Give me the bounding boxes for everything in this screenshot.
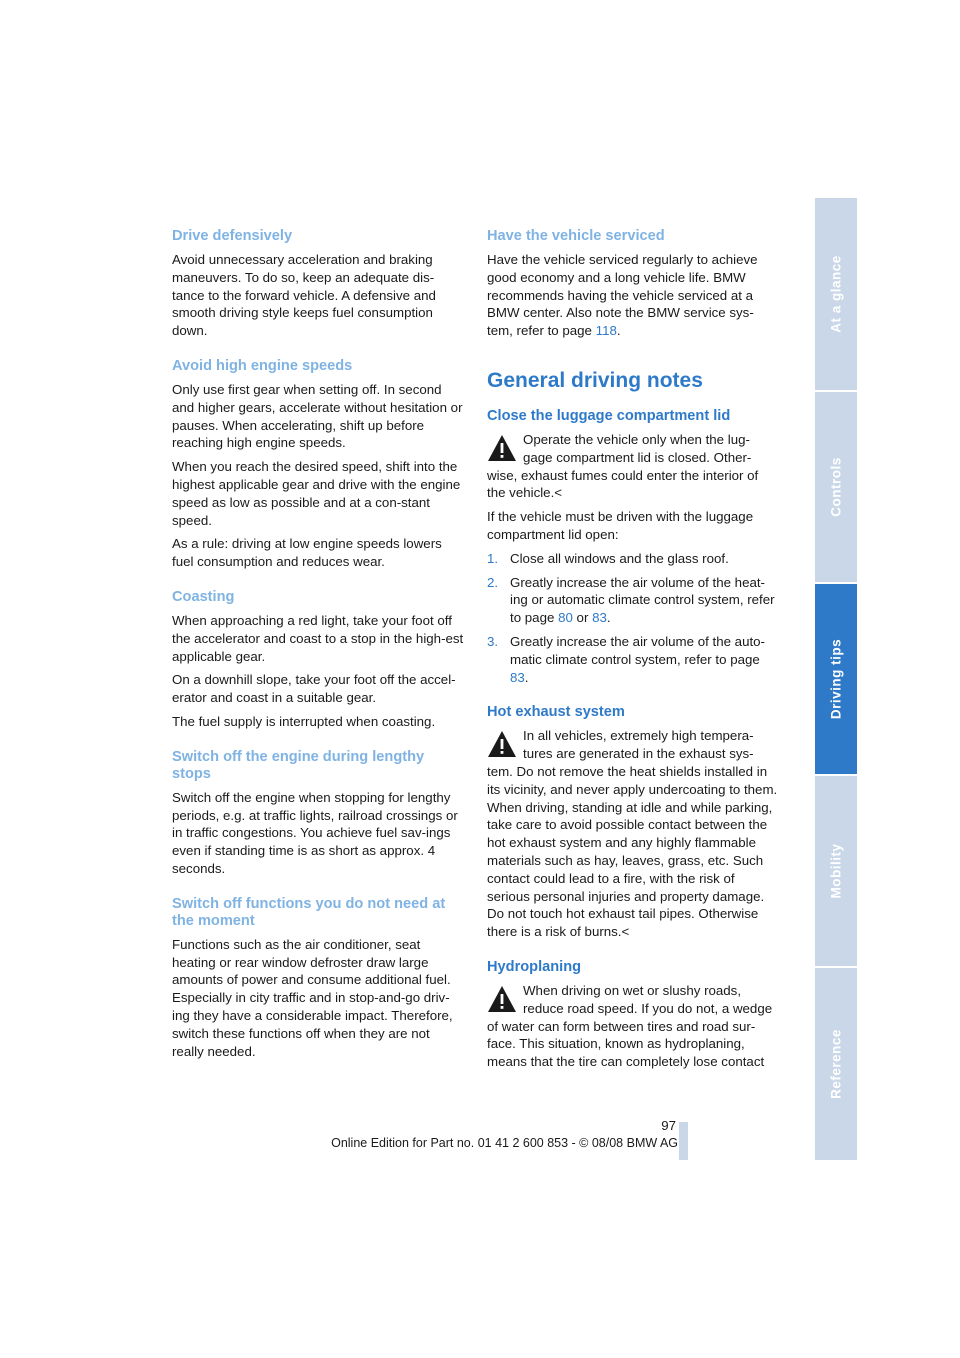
- left-column: [172, 228, 464, 1066]
- page-link-80[interactable]: 80: [558, 610, 573, 626]
- end-mark: <: [554, 485, 563, 501]
- section-title: General driving notes: [487, 368, 703, 392]
- page-number: 97: [661, 1118, 676, 1133]
- page-link-118[interactable]: 118: [595, 323, 617, 339]
- heading-hot-exhaust: Hot exhaust system: [487, 704, 625, 721]
- paragraph-high-engine-speeds-2: When you reach the desired speed, shift into the highest applicable gear and drive with the engine speed as low as possible and at a con-stant speed.: [172, 459, 461, 528]
- right-column: [487, 228, 779, 1077]
- tab-reference[interactable]: Reference: [815, 968, 857, 1160]
- paragraph-coasting-2: On a downhill slope, take your foot off the accel-erator and coast in a suitable gear.: [172, 672, 456, 706]
- heading-hydroplaning: Hydroplaning: [487, 958, 582, 975]
- page-marker-bar: [679, 1122, 688, 1160]
- paragraph-drive-defensively: Avoid unnecessary acceleration and braking maneuvers. To do so, keep an adequate dis-tance to the forward vehicle. A defensive and smooth driving style keeps fuel consumption down.: [172, 252, 436, 339]
- heading-high-engine-speeds: Avoid high engine speeds: [172, 357, 353, 374]
- heading-serviced: Have the vehicle serviced: [487, 228, 665, 244]
- page-link-83[interactable]: 83: [592, 610, 607, 626]
- heading-luggage: Close the luggage compartment lid: [487, 407, 731, 424]
- paragraph-coasting-1: When approaching a red light, take your foot off the accelerator and coast to a stop in the high-est applicable gear.: [172, 612, 464, 664]
- warning-hydroplaning: When driving on wet or slushy roads, reduce road speed. If you do not, a wedge of water can form between tires and road sur-face. This situation, known as hydroplaning, means that the tire can completely lose contact: [487, 982, 773, 1070]
- chapter-tabs: [815, 198, 857, 1162]
- warning-icon: [487, 433, 517, 463]
- tab-controls[interactable]: Controls: [815, 392, 857, 582]
- paragraph-high-engine-speeds-3: As a rule: driving at low engine speeds lowers fuel consumption and reduces wear.: [172, 536, 442, 570]
- warning-icon: [487, 729, 517, 759]
- tab-at-a-glance[interactable]: At a glance: [815, 198, 857, 390]
- list-item: 1. Close all windows and the glass roof.: [487, 550, 729, 566]
- footer: Online Edition for Part no. 01 41 2 600 853 - © 08/08 BMW AG: [331, 1136, 678, 1150]
- tab-driving-tips[interactable]: Driving tips: [815, 584, 857, 774]
- end-mark: <: [621, 924, 630, 940]
- heading-lengthy-stops: Switch off the engine during lengthy stops: [172, 748, 425, 782]
- heading-coasting: Coasting: [172, 588, 235, 605]
- paragraph-high-engine-speeds-1: Only use first gear when setting off. In second and higher gears, accelerate without hesitation or pauses. When accelerating, shift up before reaching high engine speeds.: [172, 381, 463, 451]
- paragraph-lengthy-stops: Switch off the engine when stopping for lengthy periods, e.g. at traffic lights, railroad crossings or in traffic congestions. You achieve fuel sav-ings even if standing time is as short as approx. 4 seconds.: [172, 789, 458, 876]
- warning-luggage: Operate the vehicle only when the lug-gage compartment lid is closed. Other-wise, exhaust fumes could enter the interior of the vehicle.<: [487, 431, 759, 501]
- heading-drive-defensively: Drive defensively: [172, 228, 293, 244]
- paragraph-luggage-intro: If the vehicle must be driven with the luggage compartment lid open:: [487, 509, 754, 542]
- luggage-steps: [487, 550, 779, 687]
- list-item: 2. Greatly increase the air volume of the heat-ing or automatic climate control system, refer to page 80 or 83.: [487, 574, 775, 626]
- paragraph-coasting-3: The fuel supply is interrupted when coasting.: [172, 713, 436, 729]
- heading-functions-off: Switch off functions you do not need at the moment: [172, 895, 446, 929]
- paragraph-functions-off: Functions such as the air conditioner, seat heating or rear window defroster draw large amounts of power and consume additional fuel. Especially in city traffic and in stop-and-go driv-ing they have a considerable impact. Therefore, switch these functions off when they are not really needed.: [172, 936, 453, 1059]
- list-item: 3. Greatly increase the air volume of the auto-matic climate control system, refer to page 83.: [487, 633, 765, 685]
- warning-icon: [487, 984, 517, 1014]
- warning-hot-exhaust: In all vehicles, extremely high tempera-tures are generated in the exhaust sys-tem. Do not remove the heat shields installed in its vicinity, and never apply undercoating to them. When driving, standing at idle and while parking, take care to avoid possible contact between the hot exhaust system and any highly flammable materials such as hay, leaves, grass, etc. Such contact could lead to a fire, with the risk of serious personal injuries and property damage. Do not touch hot exhaust tail pipes. Otherwise there is a risk of burns.<: [487, 728, 778, 940]
- page-link-83[interactable]: 83: [510, 669, 525, 685]
- paragraph-serviced: Have the vehicle serviced regularly to achieve good economy and a long vehicle life. BMW recommends having the vehicle serviced at a BMW center. Also note the BMW service sys-tem, refer to page 118.: [487, 252, 758, 339]
- tab-mobility[interactable]: Mobility: [815, 776, 857, 966]
